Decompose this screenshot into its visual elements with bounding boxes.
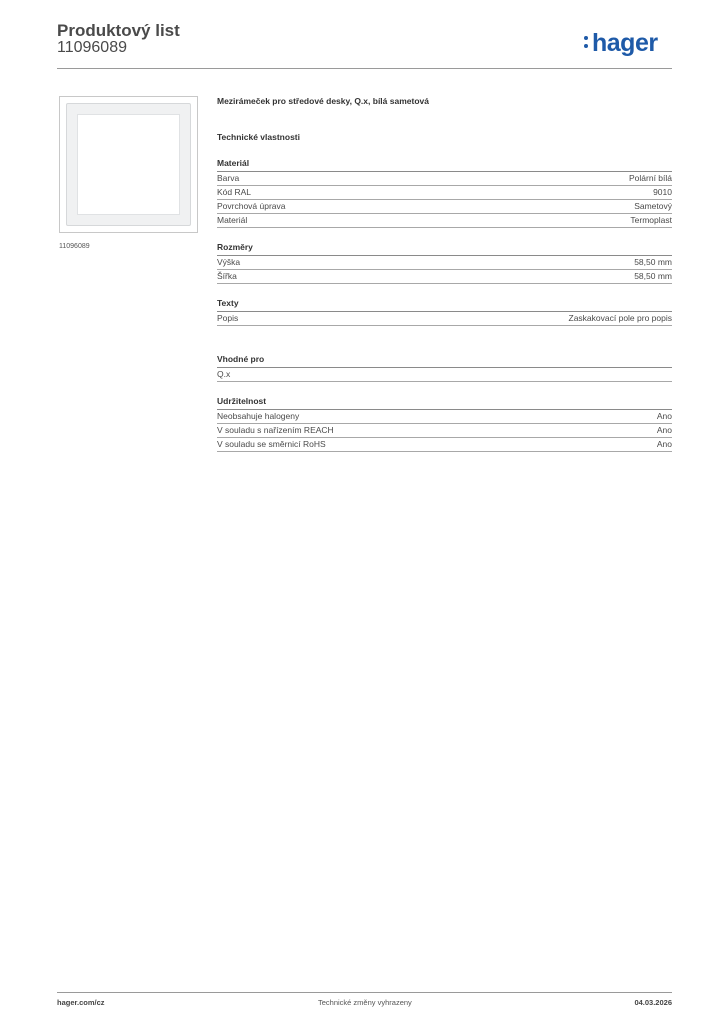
page-title: Produktový list [57,21,180,40]
spec-row [217,270,672,284]
spec-group [217,242,672,284]
frame-icon [66,103,191,226]
spec-value: Sametový [634,201,672,211]
spec-row [217,186,672,200]
spec-value: 9010 [653,187,672,197]
spec-label: Popis [217,313,239,323]
logo-dots-icon [584,36,590,52]
section-heading: Technické vlastnosti [217,132,300,142]
group-title: Materiál [217,158,672,172]
spec-value: Termoplast [630,215,672,225]
spec-label: Neobsahuje halogeny [217,411,300,421]
spec-value: Zaskakovací pole pro popis [568,313,672,323]
header-divider [57,68,672,69]
spec-label: Šířka [217,271,237,281]
spec-row [217,200,672,214]
spec-groups [217,158,672,452]
spec-label: Povrchová úprava [217,201,286,211]
footer-divider [57,992,672,993]
footer-link[interactable]: hager.com/cz [57,998,105,1007]
spec-group [217,396,672,452]
image-caption: 11096089 [59,243,90,250]
spec-label: Kód RAL [217,187,252,197]
specifications [217,96,672,452]
product-image [59,96,198,233]
spec-value: Polární bílá [629,173,672,183]
hager-logo[interactable] [592,28,658,58]
spec-row [217,424,672,438]
spec-label: Barva [217,173,240,183]
spec-group [217,354,672,382]
spec-label: Výška [217,257,241,267]
spec-group [217,158,672,228]
spec-label: Materiál [217,215,248,225]
spec-row [217,214,672,228]
spec-label: V souladu se směrnicí RoHS [217,439,326,449]
footer-date: 04.03.2026 [634,998,672,1007]
spec-row [217,256,672,270]
spec-value: 58,50 mm [634,271,672,281]
spec-value: Ano [656,411,672,421]
spec-label: Q.x [217,369,231,379]
group-title: Rozměry [217,242,672,256]
group-title: Udržitelnost [217,396,672,410]
spec-row [217,312,672,326]
logo-text: hager [592,29,658,57]
spec-row [217,368,672,382]
footer-disclaimer: Technické změny vyhrazeny [318,998,412,1007]
group-title: Vhodné pro [217,354,672,368]
group-title: Texty [217,298,672,312]
spec-value: 58,50 mm [634,257,672,267]
spec-row [217,172,672,186]
spec-group [217,298,672,326]
spec-value: Ano [656,439,672,449]
spec-row [217,438,672,452]
product-name: Mezirámeček pro středové desky, Q.x, bílá sametová [217,96,429,106]
spec-row [217,410,672,424]
product-code: 11096089 [57,39,127,56]
spec-label: V souladu s nařízením REACH [217,425,334,435]
spec-value: Ano [656,425,672,435]
